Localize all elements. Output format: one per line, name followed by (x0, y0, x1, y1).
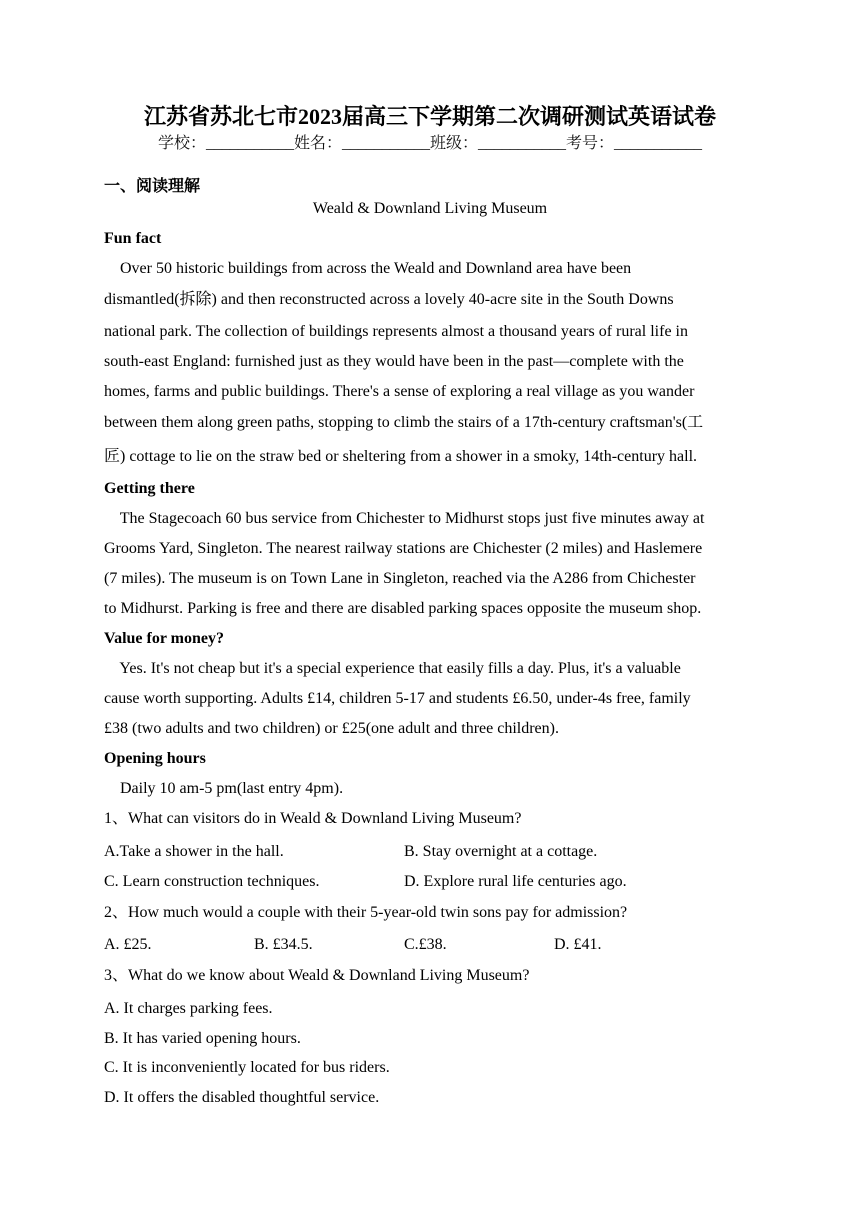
paragraph-line: Yes. It's not cheap but it's a special experience that easily fills a day. Plus, it's a valuable (104, 660, 681, 677)
paragraph-line: dismantled(拆除) and then reconstructed across a lovely 40-acre site in the South Downs (104, 291, 674, 308)
paragraph-line: (7 miles). The museum is on Town Lane in Singleton, reached via the A286 from Chichester (104, 570, 696, 587)
paragraph-line: 匠) cottage to lie on the straw bed or sheltering from a shower in a smoky, 14th-century hall. (104, 448, 698, 465)
answer-option: A. It charges parking fees. (104, 1000, 273, 1017)
paragraph-line: Over 50 historic buildings from across the Weald and Downland area have been (104, 260, 632, 277)
answer-option: B. £34.5. (254, 936, 313, 953)
opening-hours-text: Daily 10 am-5 pm(last entry 4pm). (104, 780, 344, 797)
answer-option: A.Take a shower in the hall. (104, 843, 284, 860)
paragraph-line: national park. The collection of buildings represents almost a thousand years of rural life in (104, 323, 688, 340)
opening-hours-heading: Opening hours (104, 750, 206, 767)
answer-option: A. £25. (104, 936, 152, 953)
answer-option: B. It has varied opening hours. (104, 1030, 301, 1047)
answer-option: D. It offers the disabled thoughtful service. (104, 1089, 380, 1106)
fun-fact-heading: Fun fact (104, 230, 162, 247)
answer-option: C. Learn construction techniques. (104, 873, 320, 890)
value-heading: Value for money? (104, 630, 224, 647)
answer-option: D. £41. (554, 936, 602, 953)
question-stem: 1、What can visitors do in Weald & Downland Living Museum? (104, 810, 522, 827)
student-info-line: 学校：___________姓名：___________班级：___________考号：___________ (157, 135, 702, 152)
answer-option: D. Explore rural life centuries ago. (404, 873, 627, 890)
answer-option: C. It is inconveniently located for bus riders. (104, 1059, 390, 1076)
answer-option: B. Stay overnight at a cottage. (404, 843, 598, 860)
answer-option: C.£38. (404, 936, 447, 953)
exam-title: 江苏省苏北七市2023届高三下学期第二次调研测试英语试卷 (143, 104, 716, 129)
question-stem: 3、What do we know about Weald & Downland Living Museum? (104, 967, 530, 984)
passage-title: Weald & Downland Living Museum (312, 200, 548, 217)
paragraph-line: homes, farms and public buildings. There's a sense of exploring a real village as you wander (104, 383, 695, 400)
paragraph-line: £38 (two adults and two children) or £25(one adult and three children). (104, 720, 559, 737)
paragraph-line: to Midhurst. Parking is free and there are disabled parking spaces opposite the museum shop. (104, 600, 702, 617)
paragraph-line: The Stagecoach 60 bus service from Chichester to Midhurst stops just five minutes away at (104, 510, 705, 527)
paragraph-line: Grooms Yard, Singleton. The nearest railway stations are Chichester (2 miles) and Haslemere (104, 540, 703, 557)
paragraph-line: south-east England: furnished just as they would have been in the past—complete with the (104, 353, 684, 370)
section-heading: 一、阅读理解 (104, 178, 201, 195)
question-stem: 2、How much would a couple with their 5-year-old twin sons pay for admission? (104, 904, 628, 921)
paragraph-line: cause worth supporting. Adults £14, children 5-17 and students £6.50, under-4s free, family (104, 690, 691, 707)
getting-there-heading: Getting there (104, 480, 195, 497)
paragraph-line: between them along green paths, stopping to climb the stairs of a 17th-century craftsman's(工 (104, 414, 704, 431)
